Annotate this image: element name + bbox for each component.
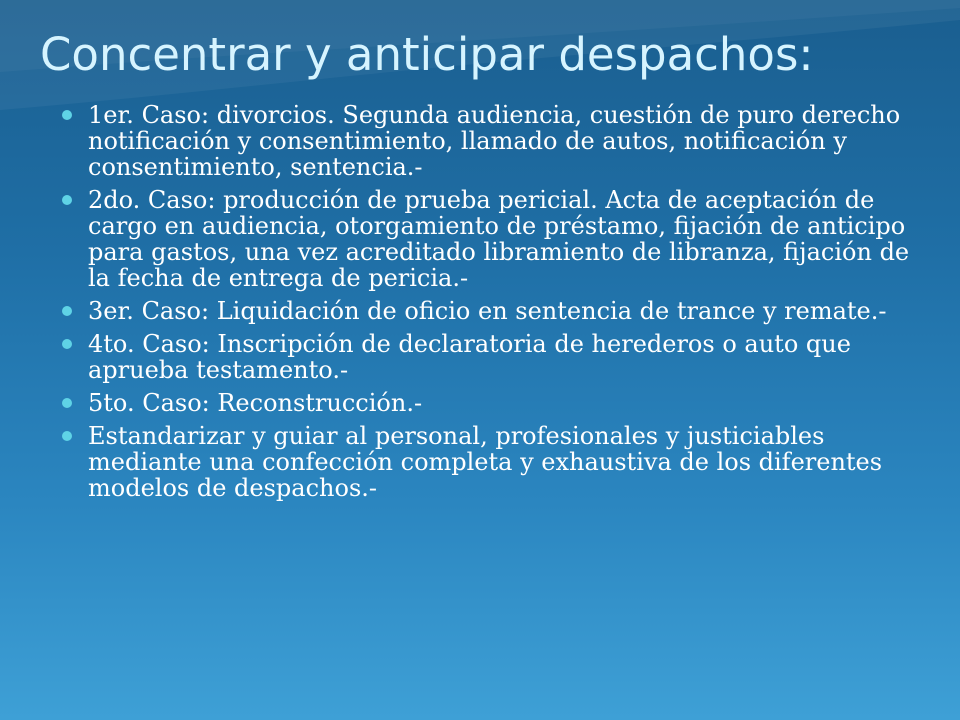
bullet-icon: [62, 398, 72, 408]
bullet-icon: [62, 339, 72, 349]
bullet-text: 1er. Caso: divorcios. Segunda audiencia, cuestión de puro derecho notificación y consentimiento, llamado de autos, notificación y consentimiento, sentencia.-: [88, 101, 901, 181]
bullet-text: Estandarizar y guiar al personal, profesionales y justiciables mediante una confección completa y exhaustiva de los diferentes modelos de despachos.-: [88, 422, 883, 502]
bullet-icon: [62, 306, 72, 316]
bullet-text: 5to. Caso: Reconstrucción.-: [88, 389, 423, 417]
bullet-text: 3er. Caso: Liquidación de oficio en sentencia de trance y remate.-: [88, 297, 887, 325]
bullet-list: [60, 102, 920, 508]
list-item: [60, 331, 920, 383]
list-item: [60, 187, 920, 291]
list-item: [60, 423, 920, 501]
bullet-icon: [62, 195, 72, 205]
bullet-icon: [62, 110, 72, 120]
bullet-icon: [62, 431, 72, 441]
bullet-text: 4to. Caso: Inscripción de declaratoria de herederos o auto que aprueba testamento.-: [88, 330, 851, 384]
list-item: [60, 298, 920, 324]
bullet-text: 2do. Caso: producción de prueba pericial. Acta de aceptación de cargo en audiencia, otorgamiento de préstamo, fijación de anticipo para gastos, una vez acreditado libramiento de libranza, fijación de la fecha de entrega de pericia.-: [88, 186, 910, 292]
slide-title: Concentrar y anticipar despachos:: [40, 28, 814, 81]
list-item: [60, 390, 920, 416]
list-item: [60, 102, 920, 180]
